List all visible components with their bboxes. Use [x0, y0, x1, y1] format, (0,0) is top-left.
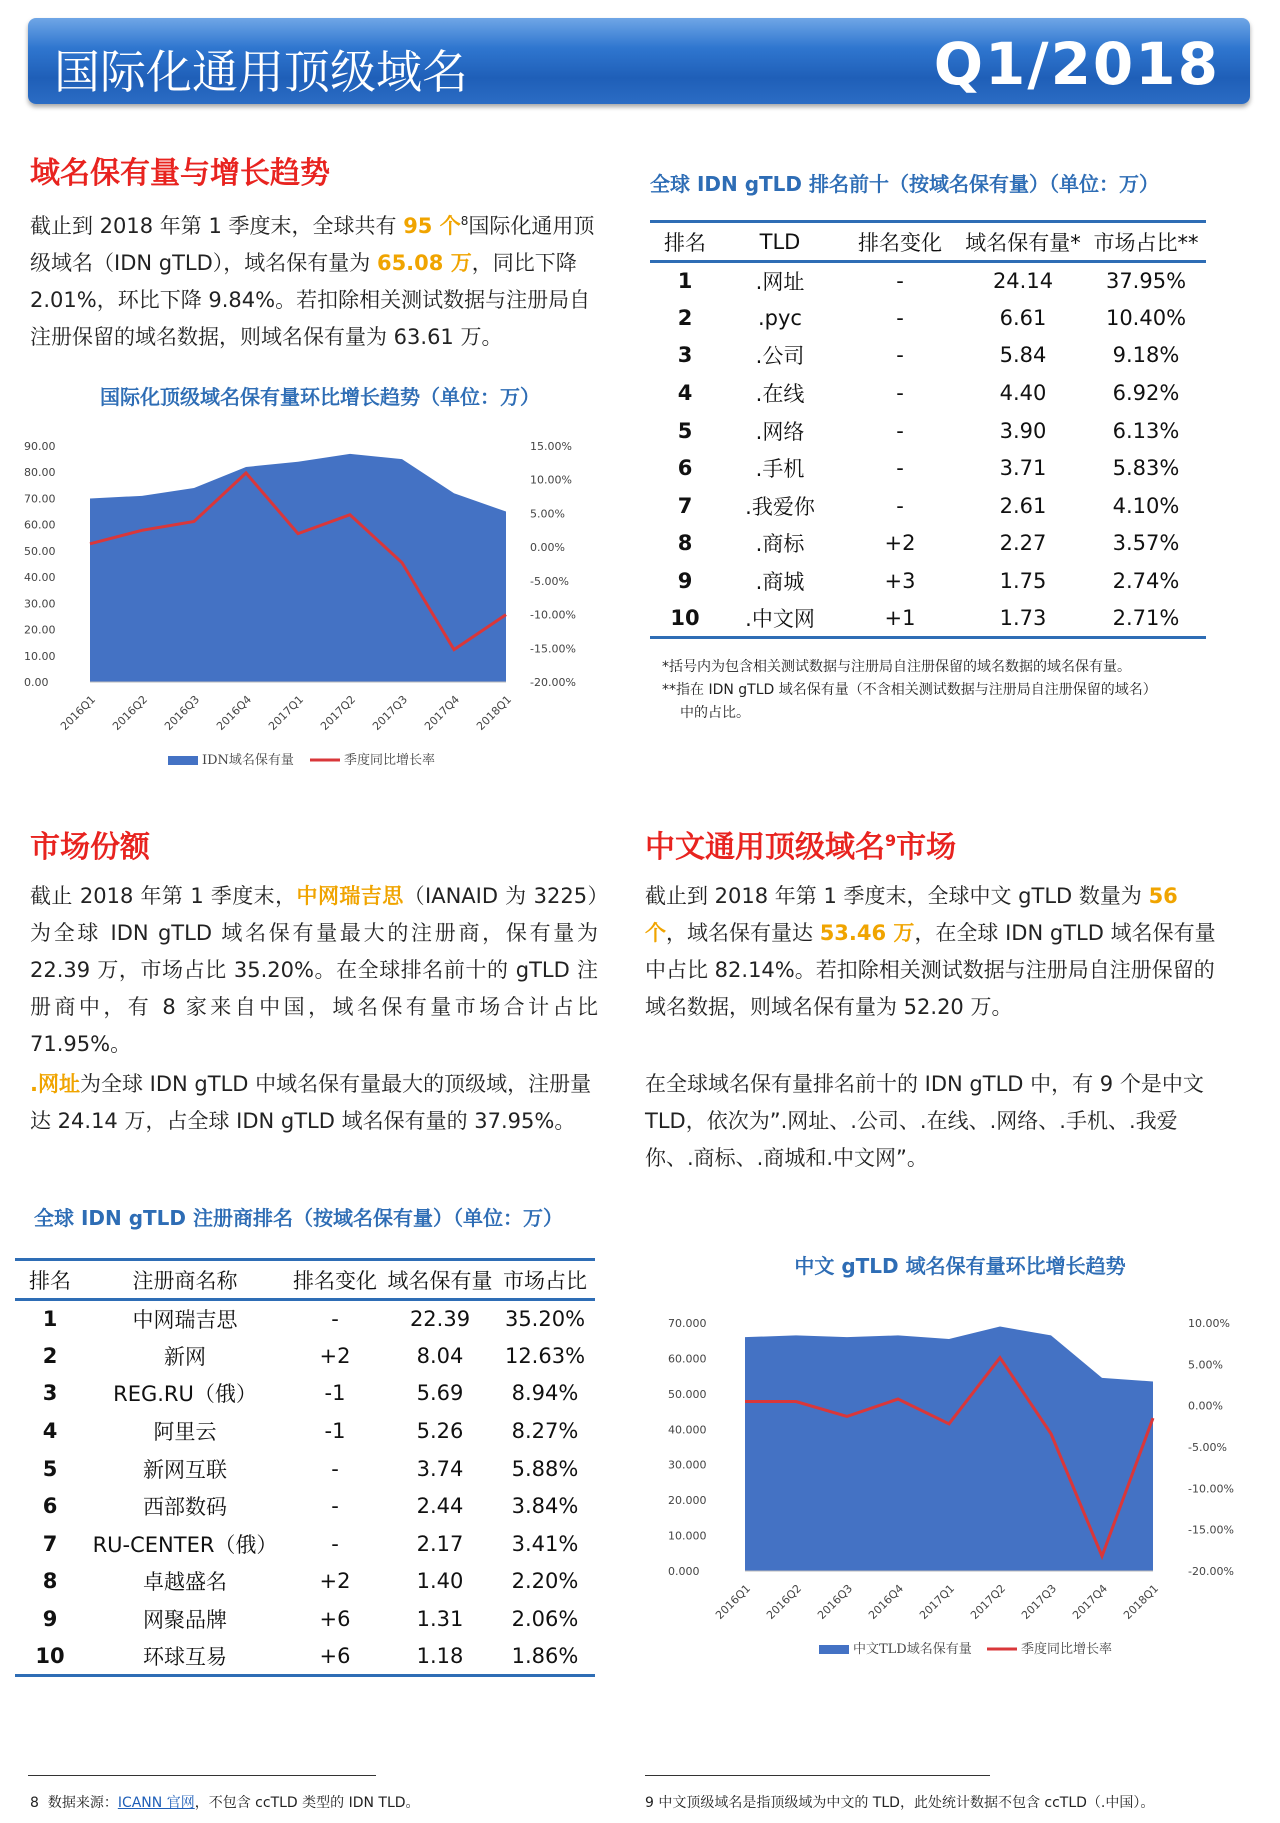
y2-tick-label: 10.00%: [1188, 1317, 1230, 1330]
tld-cell: -: [896, 456, 904, 481]
quarter-label: Q1/2018: [933, 30, 1220, 98]
tld-cell: -: [896, 305, 904, 330]
tld-cell: 3: [677, 343, 693, 368]
tld-cell: 6: [677, 456, 693, 481]
holdings-text-3: ，同比下降 2.01%，环比下降 9.84%。若扣除相关测试数据与注册局自注册保留的域名数据，则域名保有量为 63.61 万。: [30, 251, 591, 349]
registrar-header-1: 注册商名称: [85, 1260, 285, 1300]
y-tick-label: 40.00: [24, 571, 56, 585]
legend-line-label: 季度同比增长率: [344, 753, 436, 768]
y2-tick-label: 5.00%: [1188, 1358, 1223, 1372]
registrar-cell: 阿里云: [153, 1420, 217, 1445]
tld-cell: .手机: [755, 457, 805, 482]
icann-link[interactable]: ICANN 官网: [117, 1795, 195, 1811]
footnote-8-prefix: 数据来源：: [47, 1795, 118, 1811]
tld-cell: 9: [677, 569, 693, 594]
table-row: [650, 562, 1206, 600]
registrar-cell: 1.31: [416, 1607, 464, 1632]
table-row: [650, 262, 1206, 300]
holdings-text-2: 国际化通用顶级域名（IDN gTLD），域名保有量为: [30, 214, 595, 275]
tld-cell: +1: [840, 600, 960, 638]
y-tick-label: 50.000: [668, 1387, 707, 1401]
table-row: [15, 1600, 595, 1638]
tld-cell: -: [896, 381, 904, 406]
legend-area-swatch: [819, 1645, 849, 1654]
tld-cell: 4.40: [999, 381, 1047, 406]
registrar-cell: 新网互联: [143, 1457, 227, 1482]
registrar-cell: 中网瑞吉思: [132, 1308, 238, 1333]
market-paragraph-2: [30, 1066, 598, 1140]
x-tick-label: 2017Q1: [266, 692, 307, 733]
tld-table-notes: [662, 656, 1222, 725]
tld-note-1: *括号内为包含相关测试数据与注册局自注册保留的域名数据的域名保有量。: [662, 659, 1131, 675]
tld-cell: -: [896, 493, 904, 518]
table-row: [650, 487, 1206, 525]
tld-cell: .рус: [758, 305, 802, 330]
registrar-cell: 2.44: [416, 1494, 464, 1519]
registrar-cell: +2: [319, 1569, 351, 1594]
tld-cell: 6.92%: [1112, 381, 1180, 406]
y2-tick-label: 5.00%: [530, 507, 565, 521]
holdings-text-1: 截止到 2018 年第 1 季度末，全球共有: [30, 214, 404, 238]
tld-cell: 10.40%: [1105, 305, 1187, 330]
tld-cell: -: [896, 418, 904, 443]
y-tick-label: 90.00: [24, 440, 56, 453]
tld-cell: 1: [677, 269, 693, 294]
legend-area-label: 中文TLD域名保有量: [853, 1642, 972, 1657]
legend-area-label: IDN域名保有量: [202, 753, 294, 768]
registrar-cell: +6: [319, 1607, 351, 1632]
registrar-cell: 12.63%: [504, 1343, 586, 1368]
table-row: [15, 1300, 595, 1338]
tld-cell: .商标: [755, 532, 805, 557]
table-row: [15, 1375, 595, 1413]
legend-line-label: 季度同比增长率: [1021, 1642, 1113, 1657]
y-tick-label: 50.00: [24, 544, 56, 558]
y-tick-label: 0.000: [668, 1565, 700, 1578]
tld-header-4: 市场占比**: [1086, 222, 1206, 262]
x-tick-label: 2016Q1: [713, 1581, 754, 1622]
registrar-cell: -1: [324, 1419, 346, 1444]
registrar-cell: 22.39: [409, 1307, 471, 1332]
y2-tick-label: -5.00%: [1188, 1441, 1227, 1454]
registrar-header-4: 市场占比: [495, 1260, 595, 1300]
holdings-paragraph: [30, 203, 600, 356]
registrar-cell: 2.17: [416, 1531, 464, 1556]
y2-tick-label: 15.00%: [530, 440, 572, 453]
y-tick-label: 30.00: [24, 597, 56, 611]
tld-cell: 9.18%: [1112, 343, 1180, 368]
table-row: [15, 1337, 595, 1375]
registrar-ranking-table: [15, 1258, 595, 1677]
y-tick-label: 0.00: [24, 676, 49, 689]
y2-tick-label: -10.00%: [1188, 1482, 1234, 1496]
y-tick-label: 20.000: [668, 1494, 707, 1508]
tld-cell: 2.27: [999, 531, 1047, 556]
y2-tick-label: 10.00%: [530, 473, 572, 487]
tld-header-2: 排名变化: [840, 222, 960, 262]
x-tick-label: 2017Q2: [968, 1581, 1009, 1622]
tld-cell: .网络: [755, 419, 805, 444]
registrar-cell: -: [331, 1307, 339, 1332]
chinese-title-tail: 市场: [896, 830, 957, 865]
x-tick-label: 2017Q3: [1019, 1581, 1060, 1622]
chart1-title: 国际化顶级域名保有量环比增长趋势（单位：万）: [100, 385, 540, 409]
registrar-cell: 5: [42, 1456, 58, 1481]
tld-cell: 2.61: [999, 493, 1047, 518]
registrar-cell: -: [331, 1456, 339, 1481]
footnote-8: [30, 1792, 420, 1812]
x-tick-label: 2016Q2: [110, 692, 151, 733]
tld-cell: .中文网: [720, 600, 840, 638]
registrar-cell: 8.94%: [511, 1381, 579, 1406]
tld-cell: 5.83%: [1112, 456, 1180, 481]
registrar-cell: 5.88%: [511, 1456, 579, 1481]
tld-note-2: **指在 IDN gTLD 域名保有量（不含相关测试数据与注册局自注册保留的域名）: [662, 682, 1157, 698]
chinese-paragraph-2: 在全球域名保有量排名前十的 IDN gTLD 中，有 9 个是中文 TLD，依次为”.网址、.公司、.在线、.网络、.手机、.我爱你、.商标、.商城和.中文网”。: [645, 1072, 1204, 1170]
x-tick-label: 2016Q4: [866, 1581, 907, 1622]
tld-ranking-table: [650, 220, 1206, 639]
tld-cell: 1.73: [960, 600, 1086, 638]
market-paragraph: [30, 878, 598, 1063]
table-row: [650, 449, 1206, 487]
footnote-divider-right: [645, 1775, 990, 1776]
x-tick-label: 2017Q4: [1070, 1581, 1111, 1622]
registrar-table-title: 全球 IDN gTLD 注册商排名（按域名保有量）（单位：万）: [34, 1206, 563, 1230]
tld-cell: 8: [677, 531, 693, 556]
chinese-amount: 53.46 万: [819, 921, 915, 945]
y2-tick-label: -20.00%: [530, 676, 576, 689]
y-tick-label: 60.000: [668, 1352, 707, 1366]
tld-cell: 3.90: [999, 418, 1047, 443]
section-title-holdings: 域名保有量与增长趋势: [30, 156, 330, 191]
x-tick-label: 2018Q1: [474, 692, 515, 733]
registrar-cell: 3.84%: [511, 1494, 579, 1519]
y2-tick-label: 0.00%: [530, 541, 565, 555]
y-tick-label: 20.00: [24, 623, 56, 637]
tld-cell: .商城: [755, 570, 805, 595]
tld-cell: 3.71: [999, 456, 1047, 481]
tld-header-1: TLD: [720, 222, 840, 262]
tld-cell: .公司: [755, 344, 805, 369]
tld-cell: 3.57%: [1112, 531, 1180, 556]
registrar-cell: 8: [42, 1569, 58, 1594]
x-tick-label: 2017Q1: [917, 1581, 958, 1622]
table-row: [15, 1638, 595, 1676]
registrar-cell: 环球互易: [85, 1638, 285, 1676]
table-row: [15, 1525, 595, 1563]
footnote-8-suffix: ，不包含 ccTLD 类型的 IDN TLD。: [194, 1795, 420, 1811]
tld-cell: 5.84: [999, 343, 1047, 368]
footnote-ref-8: 8: [460, 214, 469, 228]
registrar-header-3: 域名保有量: [385, 1260, 495, 1300]
tld-cell: .我爱你: [745, 494, 815, 519]
registrar-cell: 8.27%: [511, 1419, 579, 1444]
y2-tick-label: -15.00%: [530, 642, 576, 656]
registrar-cell: 西部数码: [143, 1495, 227, 1520]
registrar-cell: -: [331, 1531, 339, 1556]
tld-header-3: 域名保有量*: [960, 222, 1086, 262]
x-tick-label: 2016Q3: [162, 692, 203, 733]
chart2-chinese-gtld-holdings: [640, 1300, 1260, 1680]
registrar-cell: 5.69: [416, 1381, 464, 1406]
tld-cell: -: [896, 269, 904, 294]
tld-cell: 24.14: [992, 269, 1054, 294]
y-tick-label: 80.00: [24, 466, 56, 480]
x-tick-label: 2017Q2: [318, 692, 359, 733]
registrar-cell: 3.74: [416, 1456, 464, 1481]
registrar-cell: 1.18: [385, 1638, 495, 1676]
tld-cell: 1.75: [999, 569, 1047, 594]
x-tick-label: 2017Q3: [370, 692, 411, 733]
tld-cell: 4: [677, 381, 693, 406]
registrar-cell: 1.86%: [495, 1638, 595, 1676]
section-title-market: 市场份额: [30, 830, 150, 865]
registrar-cell: 2.20%: [511, 1569, 579, 1594]
table-row: [650, 299, 1206, 337]
y-tick-label: 70.00: [24, 492, 56, 506]
chinese-text-2: ，域名保有量达: [666, 921, 820, 945]
table-row: [15, 1487, 595, 1525]
footnote-ref-9: 9: [885, 831, 897, 850]
page-header-banner: [28, 18, 1250, 104]
registrar-cell: 3.41%: [511, 1531, 579, 1556]
registrar-cell: 1.40: [416, 1569, 464, 1594]
tld-cell: 4.10%: [1112, 493, 1180, 518]
holdings-amount: 65.08 万: [376, 251, 472, 275]
table-row: [15, 1450, 595, 1488]
table-row: [15, 1412, 595, 1450]
registrar-cell: +2: [319, 1343, 351, 1368]
y2-tick-label: -15.00%: [1188, 1523, 1234, 1537]
x-tick-label: 2016Q4: [214, 692, 255, 733]
y2-tick-label: -10.00%: [530, 608, 576, 622]
registrar-cell: 6: [42, 1494, 58, 1519]
registrar-cell: 1: [42, 1307, 58, 1332]
registrar-cell: 9: [42, 1607, 58, 1632]
section-title-chinese: [645, 822, 956, 866]
y-tick-label: 70.000: [668, 1317, 707, 1330]
tld-cell: 2: [677, 305, 693, 330]
registrar-header-2: 排名变化: [285, 1260, 385, 1300]
footnote-8-number: 8: [30, 1795, 39, 1811]
market-text-1: 截止 2018 年第 1 季度末，: [30, 884, 297, 908]
table-row: [650, 412, 1206, 450]
chinese-paragraph: [645, 878, 1217, 1026]
chinese-text-3: ，在全球 IDN gTLD 域名保有量中占比 82.14%。若扣除相关测试数据与注册局自注册保留的域名数据，则域名保有量为 52.20 万。: [645, 921, 1216, 1019]
table-row: [650, 374, 1206, 412]
tld-cell: 2.71%: [1086, 600, 1206, 638]
registrar-cell: 3: [42, 1381, 58, 1406]
registrar-cell: 10: [15, 1638, 85, 1676]
holdings-count: 95 个: [403, 214, 461, 238]
registrar-cell: 7: [42, 1531, 58, 1556]
table-row: [15, 1563, 595, 1601]
x-tick-label: 2016Q3: [815, 1581, 856, 1622]
table-row: [650, 525, 1206, 563]
chart2-title: 中文 gTLD 域名保有量环比增长趋势: [794, 1254, 1126, 1278]
y2-tick-label: 0.00%: [1188, 1399, 1223, 1413]
tld-header-0: 排名: [650, 222, 720, 262]
table-row: [650, 600, 1206, 638]
tld-cell: -: [896, 343, 904, 368]
x-tick-label: 2018Q1: [1121, 1581, 1162, 1622]
chinese-count: 56 个: [645, 884, 1178, 945]
chart1-idn-holdings: [10, 430, 610, 790]
registrar-cell: -1: [324, 1381, 346, 1406]
table-row: [650, 337, 1206, 375]
tld-cell: 6.13%: [1112, 418, 1180, 443]
page-title: 国际化通用顶级域名: [54, 45, 468, 99]
area-series-holdings: [90, 454, 506, 682]
market-text-2: （IANAID 为 3225）为全球 IDN gTLD 域名保有量最大的注册商，保有量为 22.39 万，市场占比 35.20%。在全球排名前十的 gTLD 注册商中，有 8 家来自中国，域名保有量市场合计占比 71.95%。: [30, 884, 599, 1056]
registrar-cell: 卓越盛名: [143, 1570, 227, 1595]
chinese-text-1: 截止到 2018 年第 1 季度末，全球中文 gTLD 数量为: [645, 884, 1149, 908]
registrar-header-0: 排名: [15, 1260, 85, 1300]
legend-area-swatch: [168, 756, 198, 765]
registrar-cell: 4: [42, 1419, 58, 1444]
y-tick-label: 60.00: [24, 518, 56, 532]
registrar-cell: 8.04: [416, 1343, 464, 1368]
tld-cell: 6.61: [999, 305, 1047, 330]
tld-cell: +2: [884, 531, 916, 556]
x-tick-label: 2016Q2: [764, 1581, 805, 1622]
registrar-cell: 5.26: [416, 1419, 464, 1444]
tld-cell: 5: [677, 418, 693, 443]
registrar-cell: -: [331, 1494, 339, 1519]
x-tick-label: 2017Q4: [422, 692, 463, 733]
y-tick-label: 30.000: [668, 1458, 707, 1472]
footnote-divider-left: [28, 1775, 376, 1776]
registrar-cell: 网聚品牌: [143, 1608, 227, 1633]
registrar-cell: REG.RU（俄）: [113, 1382, 257, 1407]
x-tick-label: 2016Q1: [58, 692, 99, 733]
y-tick-label: 10.00: [24, 649, 56, 663]
market-top-tld: .网址: [30, 1072, 80, 1096]
registrar-cell: 35.20%: [504, 1307, 586, 1332]
market-text-3: 为全球 IDN gTLD 中域名保有量最大的顶级域，注册量达 24.14 万，占全球 IDN gTLD 域名保有量的 37.95%。: [30, 1072, 592, 1133]
registrar-cell: RU-CENTER（俄）: [92, 1532, 278, 1557]
y2-tick-label: -5.00%: [530, 574, 569, 588]
chinese-title-text: 中文通用顶级域名: [645, 830, 885, 865]
tld-cell: .网址: [755, 270, 805, 295]
y-tick-label: 40.000: [668, 1423, 707, 1437]
tld-cell: 2.74%: [1112, 569, 1180, 594]
registrar-cell: 2: [42, 1343, 58, 1368]
registrar-cell: +6: [285, 1638, 385, 1676]
y2-tick-label: -20.00%: [1188, 1565, 1234, 1578]
registrar-cell: 新网: [164, 1344, 206, 1369]
tld-cell: 37.95%: [1105, 269, 1187, 294]
y-tick-label: 10.000: [668, 1529, 707, 1543]
footnote-9: 9 中文顶级域名是指顶级域为中文的 TLD，此处统计数据不包含 ccTLD（.中国）。: [645, 1795, 1155, 1811]
tld-cell: 7: [677, 493, 693, 518]
tld-note-3: 中的占比。: [680, 705, 750, 721]
tld-cell: +3: [884, 569, 916, 594]
tld-cell: 10: [650, 600, 720, 638]
tld-table-title: 全球 IDN gTLD 排名前十（按域名保有量）（单位：万）: [650, 172, 1159, 196]
market-top-registrar: 中网瑞吉思: [296, 884, 404, 908]
registrar-cell: 2.06%: [511, 1607, 579, 1632]
tld-cell: .在线: [755, 382, 805, 407]
